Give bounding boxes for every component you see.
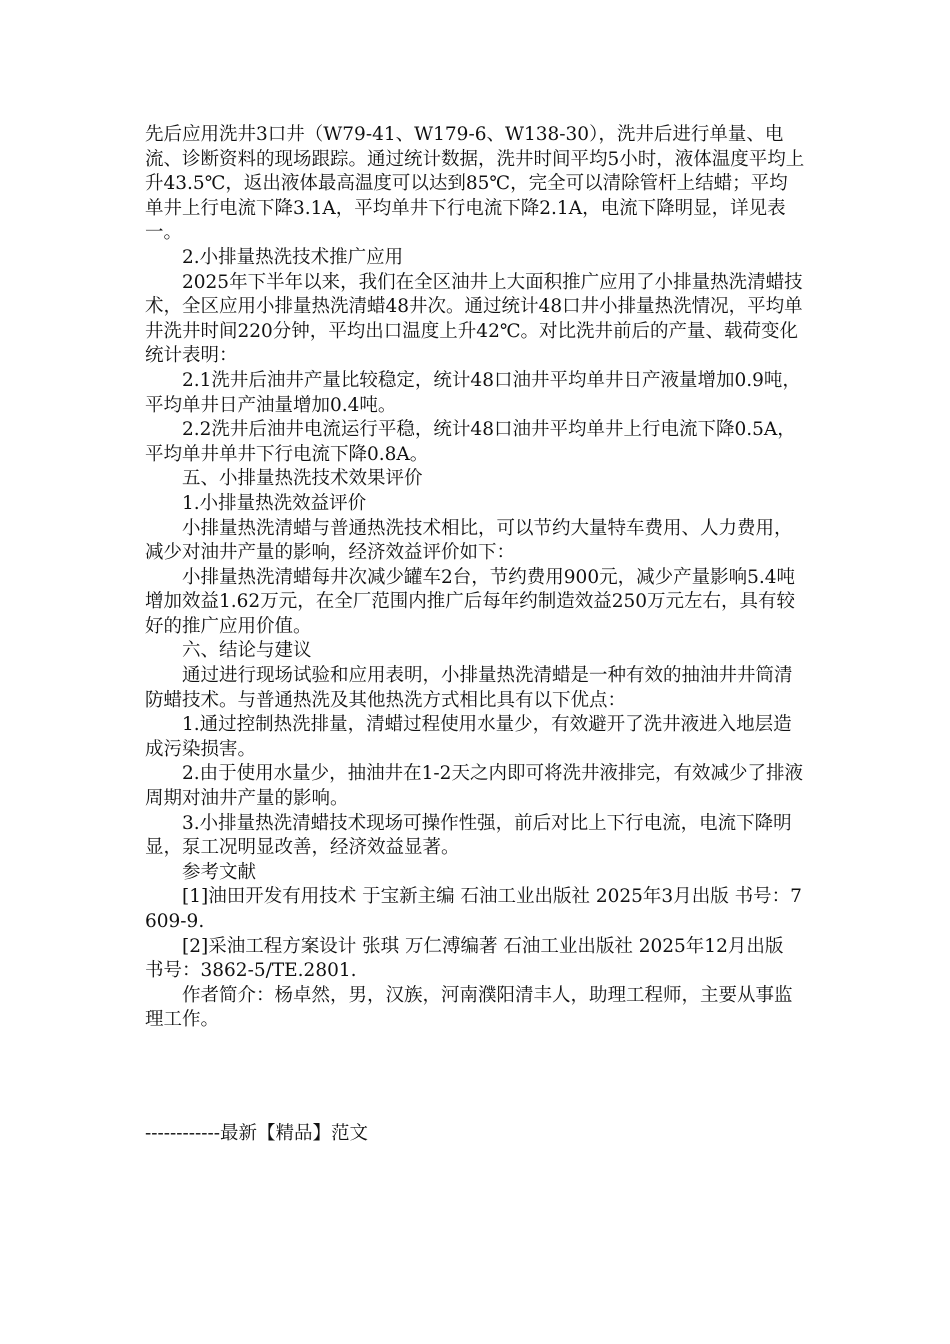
paragraph-production-stable: 2.1洗井后油井产量比较稳定，统计48口油井平均单井日产液量增加0.9吨，平均单井日产油量增加0.4吨。 — [145, 369, 801, 416]
reference-item-2: [2]采油工程方案设计 张琪 万仁溥编著 石油工业出版社 2025年12月出版 书号：3862-5/TE.2801. — [145, 935, 784, 982]
references-heading: 参考文献 — [182, 861, 257, 883]
paragraph-current-stable: 2.2洗井后油井电流运行平稳，统计48口油井平均单井上行电流下降0.5A，平均单井单井下行电流下降0.8A。 — [145, 419, 796, 465]
paragraph-benefit-figures: 小排量热洗清蜡每井次减少罐车2台，节约费用900元，减少产量影响5.4吨增加效益1.62万元，在全厂范围内推广后每年约制造效益250万元左右，具有较好的推广应用价值。 — [145, 566, 796, 637]
section-heading-evaluation: 五、小排量热洗技术效果评价 — [182, 468, 423, 490]
list-item-advantage-1: 1.通过控制热洗排量，清蜡过程使用水量少，有效避开了洗井液进入地层造成污染损害。 — [145, 714, 792, 760]
list-item-advantage-2: 2.由于使用水量少，抽油井在1-2天之内即可将洗井液排完，有效减少了排液周期对油井产量的影响。 — [145, 763, 803, 810]
section-heading-conclusion: 六、结论与建议 — [182, 640, 312, 662]
reference-item-1: [1]油田开发有用技术 于宝新主编 石油工业出版社 2025年3月出版 书号：7609-9. — [145, 886, 802, 932]
author-bio: 作者简介：杨卓然，男，汉族，河南濮阳清丰人，助理工程师，主要从事监理工作。 — [145, 984, 793, 1031]
list-item-advantage-3: 3.小排量热洗清蜡技术现场可操作性强，前后对比上下行电流，电流下降明显，泵工况明显改善，经济效益显著。 — [145, 812, 792, 859]
paragraph-conclusion-intro: 通过进行现场试验和应用表明，小排量热洗清蜡是一种有效的抽油井井筒清防蜡技术。与普通热洗及其他热洗方式相比具有以下优点： — [145, 665, 793, 711]
subheading-benefit-evaluation: 1.小排量热洗效益评价 — [182, 492, 367, 514]
paragraph-benefit-compare: 小排量热洗清蜡与普通热洗技术相比，可以节约大量特车费用、人力费用，减少对油井产量的影响，经济效益评价如下： — [145, 517, 793, 564]
footer-banner: ------------最新【精品】范文 — [145, 1123, 369, 1144]
paragraph-promotion-summary: 2025年下半年以来，我们在全区油井上大面积推广应用了小排量热洗清蜡技术，全区应用小排量热洗清蜡48井次。通过统计48口井小排量热洗情况，平均单井洗井时间220分钟，平均出口温度上升42℃。对比洗井前后的产量、载荷变化统计表明： — [145, 271, 803, 367]
paragraph-well-wash-results: 先后应用洗井3口井（W79-41、W179-6、W138-30），洗井后进行单量、电流、诊断资料的现场跟踪。通过统计数据，洗井时间平均5小时，液体温度平均上升43.5℃，返出液体最高温度可以达到85℃，完全可以清除管杆上结蜡；平均单井上行电流下降3.1A，平均单井下行电流下降2.1A，电流下降明显，详见表一。 — [145, 124, 805, 244]
section-heading-promotion: 2.小排量热洗技术推广应用 — [182, 246, 404, 268]
document-body — [145, 123, 805, 1033]
